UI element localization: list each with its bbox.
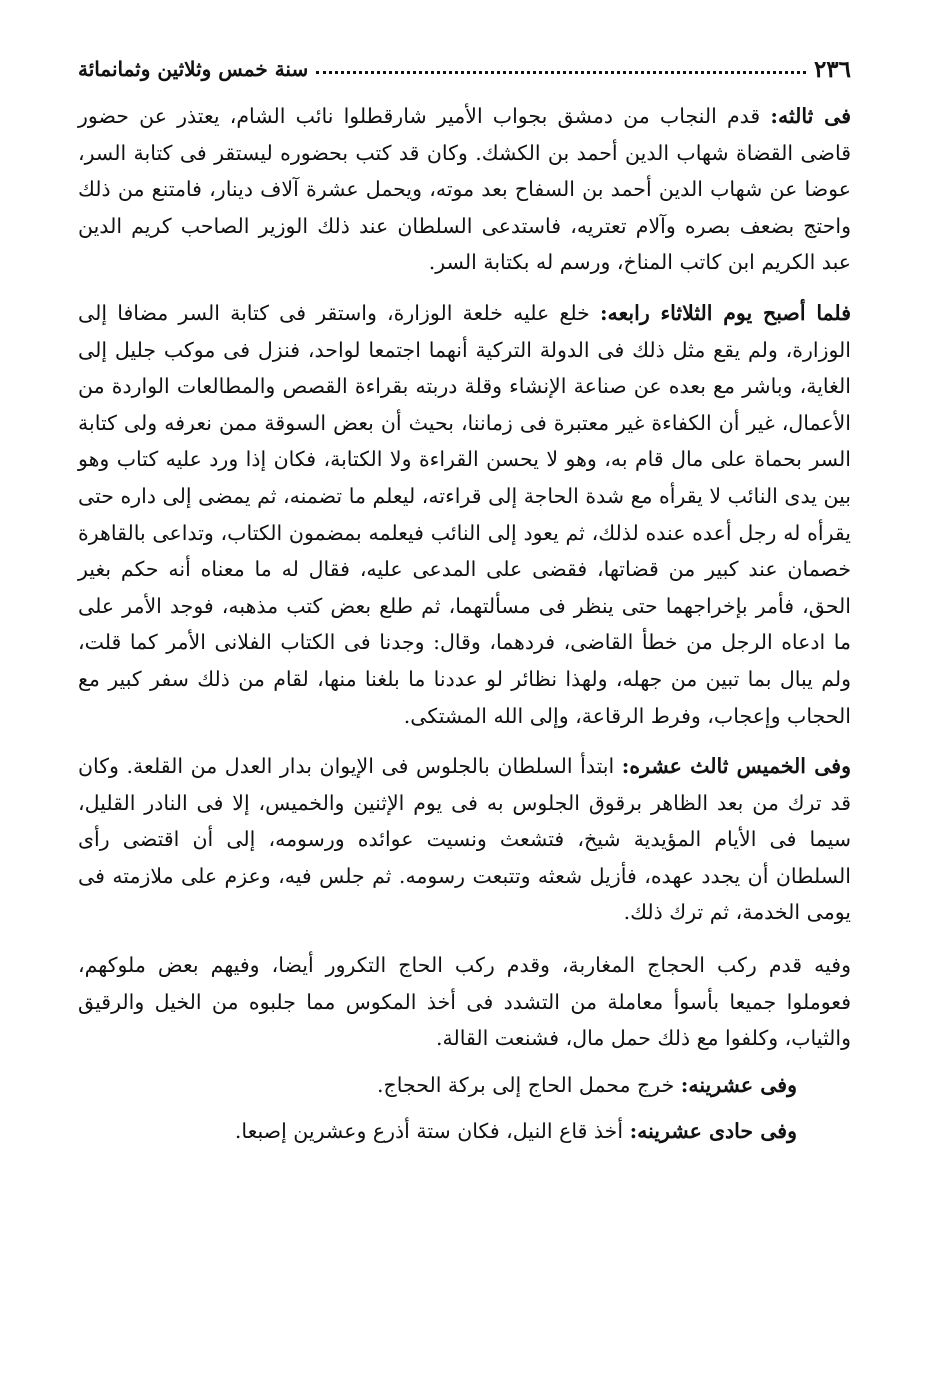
paragraph: [78, 1067, 851, 1104]
header-dotted-leader: [316, 71, 806, 74]
paragraph-text: ابتدأ السلطان بالجلوس فى الإيوان بدار العدل من القلعة. وكان قد ترك من بعد الظاهر برقوق الجلوس به فى يوم الإثنين والخميس، إلا فى النادر القليل، سيما فى الأيام المؤيدية شيخ، فتشعث ونسيت عوائده ورسومه، إلى أن اقتضى رأى السلطان أن يجدد عهده، فأزيل شعثه وتتبعت رسومه. ثم جلس فيه، وعزم على ملازمته فى يومى الخدمة، ثم ترك ذلك.: [78, 754, 851, 925]
paragraph-lead: وفى الخميس ثالث عشره:: [621, 754, 851, 779]
paragraph-lead: فلما أصبح يوم الثلاثاء رابعه:: [599, 300, 851, 325]
page-header: [78, 48, 851, 90]
paragraph-text: أخذ قاع النيل، فكان ستة أذرع وعشرين إصبعا.: [234, 1119, 630, 1144]
document-page: [78, 48, 851, 1150]
paragraph-lead: وفى عشرينه:: [680, 1072, 797, 1097]
paragraph: [78, 1113, 851, 1150]
paragraph: [78, 98, 851, 281]
paragraph-lead: فى ثالثه:: [770, 104, 852, 128]
running-title: سنة خمس وثلاثين وثمانمائة: [78, 57, 309, 81]
paragraph-text: قدم النجاب من دمشق بجواب الأمير شارقطلوا نائب الشام، يعتذر عن حضور قاضى القضاة شهاب الدين أحمد بن الكشك. وكان قد كتب بحضوره ليستقر فى كتابة السر، عوضا عن شهاب الدين أحمد بن السفاح بعد موته، ويحمل عشرة آلاف دينار، فامتنع من ذلك واحتج بضعف بصره وآلام تعتريه، فاستدعى السلطان عند ذلك الوزير الصاحب كريم الدين عبد الكريم ابن كاتب المناخ، ورسم له بكتابة السر.: [78, 104, 851, 275]
paragraph: [78, 295, 851, 734]
paragraph-text: خلع عليه خلعة الوزارة، واستقر فى كتابة السر مضافا إلى الوزارة، ولم يقع مثل ذلك فى الدولة التركية أنهما اجتمعا لواحد، فنزل فى موكب جليل إلى الغاية، وباشر مع بعده عن صناعة الإنشاء وقلة دربته بقراءة القصص والمطالعات الواردة من الأعمال، غير أن الكفاءة غير معتبرة فى زماننا، بحيث أن بعض السوقة ممن نعرفه ولى كتابة السر بحماة على مال قام به، وهو لا يحسن القراءة ولا الكتابة، فكان إذا ورد عليه كتاب وهو بين يدى النائب لا يقرأه مع شدة الحاجة إلى قراءته، ليعلم ما تضمنه، ثم يمضى إلى داره حتى يقرأه له رجل أعده عنده لذلك، ثم يعود إلى النائب فيعلمه بمضمون الكتاب، وتداعى بالقاهرة خصمان عند كبير من قضاتها، فقضى على المدعى عليه، فقال له ما معناه أنه حكم بغير الحق، فأمر بإخراجهما حتى ينظر فى مسألتهما، ثم طلع بعض كتب مذهبه، فوجد الأمر على ما ادعاه الرجل من خطأ القاضى، فردهما، وقال: وجدنا فى الكتاب الفلانى الأمر كما قلت، ولم يبال بما تبين من جهله، ولهذا نظائر لو عددنا ما بلغنا منها، لقام من ذلك سفر كبير مع الحجاب وإعجاب، وفرط الرقاعة، وإلى الله المشتكى.: [78, 300, 851, 728]
paragraph: [78, 947, 851, 1057]
paragraph-lead: وفى حادى عشرينه:: [629, 1119, 797, 1144]
page-number: ٢٣٦: [813, 55, 851, 83]
paragraph-text: وفيه قدم ركب الحجاج المغاربة، وقدم ركب الحاج التكرور أيضا، وفيهم بعض ملوكهم، فعوملوا جميعا بأسوأ معاملة من التشدد فى أخذ المكوس مما جلبوه من الخيل والرقيق والثياب، وكلفوا مع ذلك حمل مال، فشنعت القالة.: [78, 953, 851, 1051]
paragraph-text: خرج محمل الحاج إلى بركة الحجاج.: [377, 1072, 681, 1097]
paragraph: [78, 748, 851, 931]
